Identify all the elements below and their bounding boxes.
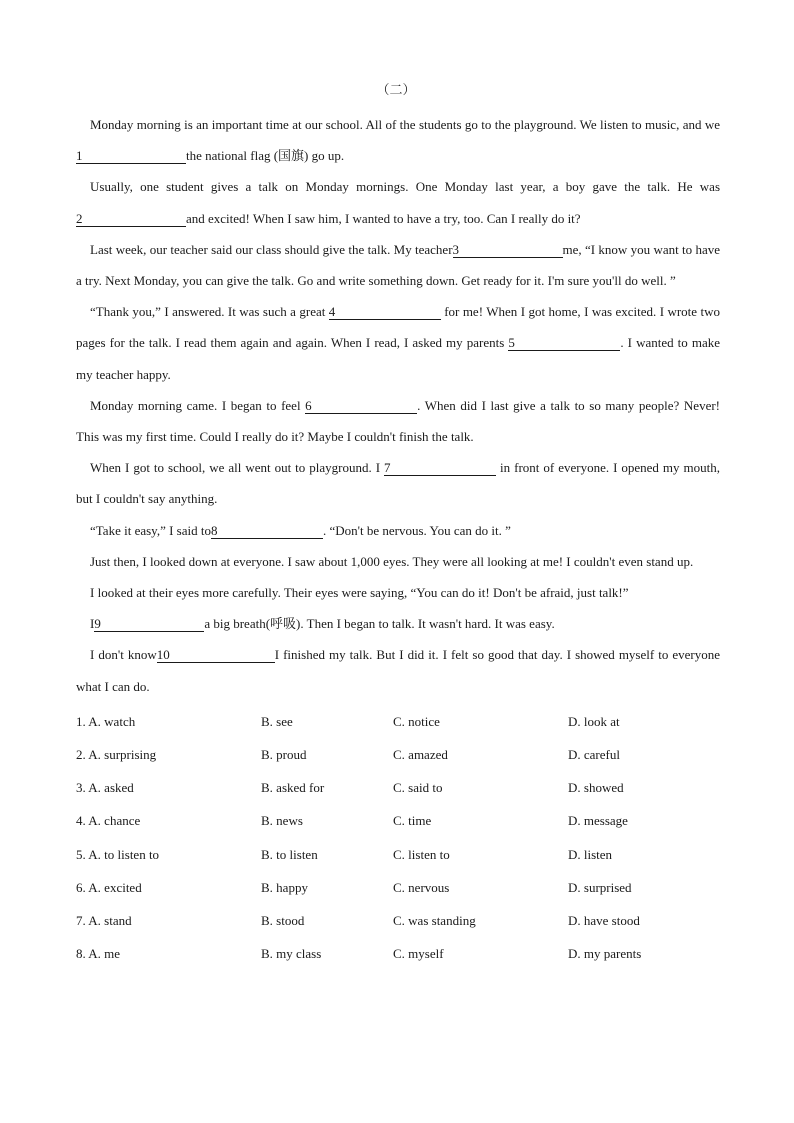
- paragraph-text: Just then, I looked down at everyone. I saw about 1,000 eyes. They were all looking at me! I couldn't even stand up.: [90, 553, 694, 569]
- paragraph-text: me, “I know you want to have a try. Next Monday, you can give the talk. Go and write something down. Get ready for it. I'm sure you'll do well. ”: [76, 241, 720, 289]
- option-a: 8. A. me: [76, 946, 121, 962]
- option-d: D. listen: [568, 846, 613, 862]
- paragraph-text: in front of everyone. I opened my mouth, but I couldn't say anything.: [76, 460, 720, 507]
- option-b: B. news: [261, 813, 303, 829]
- paragraph: [76, 577, 720, 608]
- option-d: D. my parents: [568, 946, 642, 962]
- option-a: 2. A. surprising: [76, 747, 157, 763]
- option-a: 7. A. stand: [76, 912, 132, 928]
- question-row-6: [76, 871, 720, 904]
- blank-4: 4: [329, 305, 441, 320]
- blank-10: 10: [157, 648, 275, 663]
- option-d: D. showed: [568, 780, 624, 796]
- document-page: [76, 78, 720, 970]
- paragraph: [76, 608, 720, 639]
- question-row-7: [76, 904, 720, 937]
- paragraph-text: Last week, our teacher said our class should give the talk. My teacher: [90, 241, 453, 257]
- paragraph-text: for me! When I got home, I was excited. I wrote two pages for the talk. I read them again and again. When I read, I asked my parents: [76, 304, 720, 351]
- question-row-3: [76, 771, 720, 804]
- question-row-8: [76, 937, 720, 970]
- question-row-1: [76, 705, 720, 738]
- blank-7: 7: [384, 461, 496, 476]
- paragraph: [76, 515, 720, 546]
- blank-6: 6: [305, 399, 417, 414]
- option-d: D. surprised: [568, 879, 632, 895]
- option-b: B. my class: [261, 946, 322, 962]
- paragraph-text: . “Don't be nervous. You can do it. ”: [322, 522, 511, 538]
- section-title: （二）: [376, 82, 416, 97]
- option-b: B. stood: [261, 912, 305, 928]
- blank-2: 2: [76, 212, 186, 227]
- option-b: B. proud: [261, 747, 307, 763]
- blank-8: 8: [211, 524, 323, 539]
- paragraph-text: Monday morning is an important time at our school. All of the students go to the playground. We listen to music, and we: [90, 117, 720, 132]
- option-c: C. myself: [393, 946, 444, 962]
- paragraph-text: “Take it easy,” I said to: [90, 522, 211, 538]
- paragraph: [76, 234, 720, 296]
- question-row-5: [76, 838, 720, 871]
- paragraph: [76, 452, 720, 514]
- option-c: C. said to: [393, 780, 443, 796]
- paragraph-text: When I got to school, we all went out to playground. I: [90, 460, 385, 476]
- option-c: C. nervous: [393, 879, 450, 895]
- paragraph: [76, 390, 720, 452]
- option-a: 4. A. chance: [76, 813, 141, 829]
- option-b: B. asked for: [261, 780, 325, 796]
- option-b: B. happy: [261, 879, 308, 895]
- option-a: 1. A. watch: [76, 713, 136, 729]
- option-c: C. listen to: [393, 846, 450, 862]
- option-c: C. time: [393, 813, 432, 829]
- paragraph-text: Usually, one student gives a talk on Monday mornings. One Monday last year, a boy gave the talk. He was: [90, 179, 720, 195]
- answer-options: [76, 705, 720, 971]
- option-b: B. to listen: [261, 846, 318, 862]
- option-d: D. have stood: [568, 912, 640, 928]
- paragraph-text: I finished my talk. But I did it. I felt so good that day. I showed myself to everyone what I can do.: [76, 647, 721, 694]
- question-row-4: [76, 804, 720, 837]
- option-d: D. message: [568, 813, 628, 829]
- paragraph: [76, 639, 720, 701]
- option-c: C. was standing: [393, 912, 476, 928]
- paragraph-text: . When did I last give a talk to so many people? Never! This was my first time. Could I really do it? Maybe I couldn't finish the talk.: [76, 397, 720, 445]
- option-d: D. careful: [568, 747, 620, 763]
- paragraph-text: the national flag (国旗) go up.: [186, 148, 345, 164]
- option-c: C. notice: [393, 713, 440, 729]
- paragraph-text: I don't know: [90, 647, 157, 663]
- paragraph: [76, 171, 720, 233]
- blank-1: 1: [76, 149, 186, 164]
- option-d: D. look at: [568, 713, 620, 729]
- paragraph-text: “Thank you,” I answered. It was such a great: [90, 304, 329, 320]
- paragraph-text: a big breath(呼吸). Then I began to talk. It wasn't hard. It was easy.: [204, 616, 555, 632]
- paragraph-text: I looked at their eyes more carefully. Their eyes were saying, “You can do it! Don't be afraid, just talk!”: [90, 585, 629, 601]
- option-c: C. amazed: [393, 747, 448, 763]
- blank-5: 5: [508, 336, 620, 351]
- question-row-2: [76, 738, 720, 771]
- paragraph: [76, 296, 720, 390]
- option-a: 5. A. to listen to: [76, 846, 160, 862]
- cloze-passage: [76, 109, 720, 702]
- option-b: B. see: [261, 713, 293, 729]
- blank-9: 9: [94, 617, 204, 632]
- paragraph-text: I: [90, 616, 95, 632]
- option-a: 6. A. excited: [76, 879, 142, 895]
- paragraph-text: Monday morning came. I began to feel: [90, 397, 306, 413]
- option-a: 3. A. asked: [76, 780, 134, 796]
- blank-3: 3: [453, 243, 563, 258]
- paragraph-text: . I wanted to make my teacher happy.: [76, 335, 721, 382]
- paragraph: [76, 546, 720, 577]
- paragraph: [76, 109, 720, 171]
- paragraph-text: and excited! When I saw him, I wanted to have a try, too. Can I really do it?: [186, 210, 581, 226]
